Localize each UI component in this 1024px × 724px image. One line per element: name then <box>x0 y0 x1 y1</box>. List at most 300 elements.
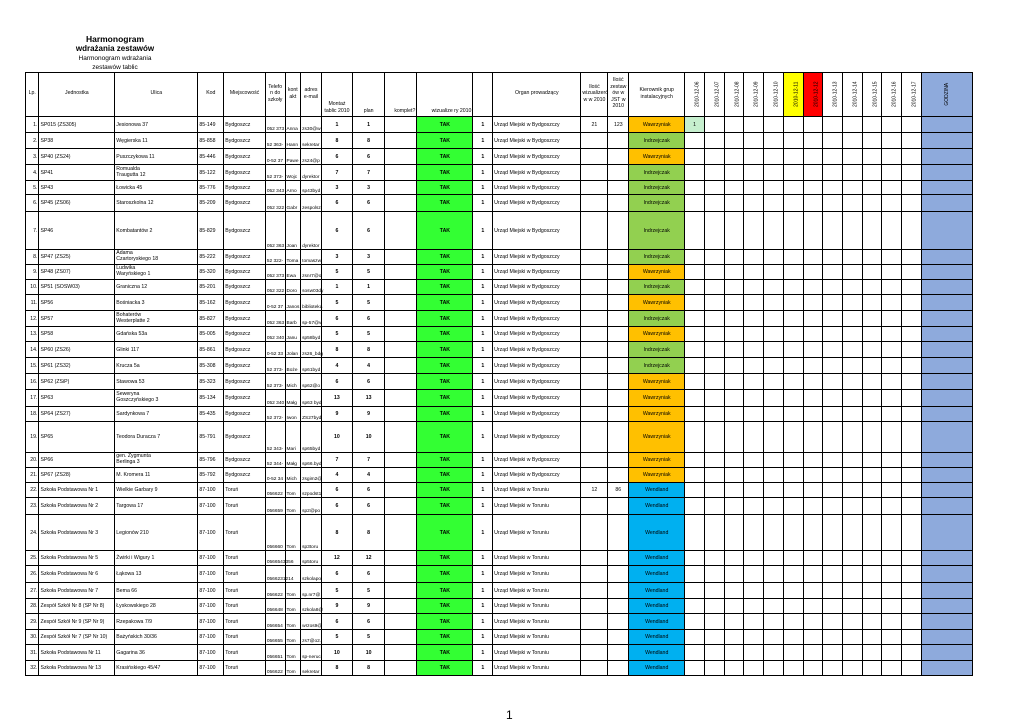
cell-telefon: 052 343 <box>265 181 285 195</box>
cell-date-6 <box>803 468 823 483</box>
cell-email: zs24@p <box>301 149 322 165</box>
table-row <box>26 583 973 599</box>
cell-godzina <box>921 390 972 407</box>
cell-email: sp5toru <box>301 551 322 566</box>
cell-date-9 <box>862 566 882 583</box>
cell-miejscowosc: Bydgoszcz <box>224 295 266 311</box>
cell-lp: 14. <box>26 342 39 358</box>
cell-organ: Urząd Miejski w Bydgoszczy <box>493 311 581 327</box>
cell-empty <box>385 250 417 265</box>
cell-date-2 <box>724 311 744 327</box>
cell-lp: 9. <box>26 265 39 280</box>
cell-lp: 30. <box>26 630 39 645</box>
cell-lp: 28. <box>26 599 39 614</box>
cell-kierownik: Indrzejczak <box>629 181 685 195</box>
cell-date-0 <box>685 645 705 661</box>
cell-jednostka: Szkoła Podstawowa Nr 11 <box>39 645 115 661</box>
cell-jednostka: SP45 (ZS06) <box>39 195 115 212</box>
cell-kod: 85-134 <box>198 390 224 407</box>
cell-komplet: TAK <box>417 165 473 181</box>
cell-ilosc-zest <box>608 551 629 566</box>
cell-kontakt: Toma <box>285 250 301 265</box>
cell-ulica: Seweryna Goszczyńskiego 3 <box>115 390 198 407</box>
cell-lp: 32. <box>26 661 39 676</box>
cell-montaz: 6 <box>321 212 352 250</box>
cell-kontakt: Mich <box>285 468 301 483</box>
cell-lp: 31. <box>26 645 39 661</box>
cell-date-2 <box>724 614 744 630</box>
cell-date-0 <box>685 342 705 358</box>
cell-date-2 <box>724 133 744 149</box>
cell-telefon: 52 373- <box>265 374 285 390</box>
cell-ulica: Łyskowskiego 28 <box>115 599 198 614</box>
cell-plan: 6 <box>353 498 385 515</box>
cell-ulica: Kombatantów 2 <box>115 212 198 250</box>
cell-godzina <box>921 630 972 645</box>
cell-ilosc-wiz <box>581 149 608 165</box>
cell-organ: Urząd Miejski w Bydgoszczy <box>493 342 581 358</box>
cell-jednostka: Szkoła Podstawowa Nr 2 <box>39 498 115 515</box>
cell-date-11 <box>902 149 922 165</box>
cell-godzina <box>921 265 972 280</box>
date-col-1: 2010-12-07 <box>704 73 724 117</box>
cell-kod: 85-776 <box>198 181 224 195</box>
table-row <box>26 551 973 566</box>
cell-date-1 <box>704 422 724 453</box>
cell-empty <box>385 181 417 195</box>
cell-kod: 85-446 <box>198 149 224 165</box>
cell-ilosc-zest <box>608 195 629 212</box>
cell-kontakt: Wojc <box>285 165 301 181</box>
cell-ulica: Legionów 210 <box>115 515 198 551</box>
cell-date-2 <box>724 280 744 295</box>
cell-organ: Urząd Miejski w Toruniu <box>493 483 581 498</box>
cell-lp: 17. <box>26 390 39 407</box>
cell-date-9 <box>862 311 882 327</box>
cell-email: ZS27byd <box>301 407 322 422</box>
cell-plan: 12 <box>353 551 385 566</box>
cell-organ: Urząd Miejski w Bydgoszczy <box>493 374 581 390</box>
cell-ilosc-zest <box>608 661 629 676</box>
cell-ulica: Romualda Traugutta 12 <box>115 165 198 181</box>
cell-telefon: 056655 <box>265 630 285 645</box>
cell-plan: 5 <box>353 583 385 599</box>
cell-date-8 <box>842 498 862 515</box>
cell-miejscowosc: Bydgoszcz <box>224 342 266 358</box>
cell-miejscowosc: Toruń <box>224 515 266 551</box>
cell-telefon: 052 373 <box>265 117 285 133</box>
cell-ulica: Staroszkolna 12 <box>115 195 198 212</box>
cell-date-10 <box>882 295 902 311</box>
cell-date-5 <box>783 165 803 181</box>
cell-date-3 <box>744 407 764 422</box>
cell-jednostka: Szkoła Podstawowa Nr 6 <box>39 566 115 583</box>
cell-date-3 <box>744 311 764 327</box>
cell-ulica: Wielkie Garbary 9 <box>115 483 198 498</box>
cell-godzina <box>921 311 972 327</box>
cell-jednostka: SP57 <box>39 311 115 327</box>
cell-empty <box>385 453 417 468</box>
cell-lp: 2. <box>26 133 39 149</box>
cell-date-2 <box>724 265 744 280</box>
cell-email: zs7@o2. <box>301 630 322 645</box>
cell-komplet: TAK <box>417 630 473 645</box>
cell-date-7 <box>823 342 843 358</box>
cell-organ: Urząd Miejski w Toruniu <box>493 661 581 676</box>
cell-komplet: TAK <box>417 133 473 149</box>
cell-ilosc-wiz <box>581 295 608 311</box>
cell-date-11 <box>902 133 922 149</box>
cell-date-4 <box>764 468 784 483</box>
cell-email: szkolapo <box>301 566 322 583</box>
cell-date-11 <box>902 422 922 453</box>
cell-ilosc-zest <box>608 630 629 645</box>
cell-date-9 <box>862 280 882 295</box>
table-row <box>26 374 973 390</box>
cell-kod: 87-100 <box>198 614 224 630</box>
cell-ilosc-zest <box>608 407 629 422</box>
cell-lp: 22. <box>26 483 39 498</box>
cell-komplet: TAK <box>417 342 473 358</box>
cell-kontakt: Iwon <box>285 407 301 422</box>
table-row <box>26 327 973 342</box>
cell-date-2 <box>724 342 744 358</box>
cell-godzina <box>921 583 972 599</box>
table-row <box>26 295 973 311</box>
cell-ulica: Krasińskiego 45/47 <box>115 661 198 676</box>
cell-date-8 <box>842 453 862 468</box>
cell-montaz: 8 <box>321 661 352 676</box>
cell-kierownik: Wawrzyniak <box>629 390 685 407</box>
cell-date-10 <box>882 250 902 265</box>
cell-jednostka: SP61 (ZS32) <box>39 358 115 374</box>
cell-kierownik: Wawrzyniak <box>629 149 685 165</box>
cell-lp: 6. <box>26 195 39 212</box>
cell-empty <box>385 645 417 661</box>
cell-wizualizacja: 1 <box>473 614 493 630</box>
cell-date-0 <box>685 407 705 422</box>
cell-date-8 <box>842 390 862 407</box>
cell-komplet: TAK <box>417 645 473 661</box>
cell-komplet: TAK <box>417 181 473 195</box>
cell-plan: 8 <box>353 515 385 551</box>
cell-godzina <box>921 117 972 133</box>
cell-plan: 5 <box>353 327 385 342</box>
cell-date-11 <box>902 453 922 468</box>
cell-kod: 87-100 <box>198 566 224 583</box>
cell-date-11 <box>902 195 922 212</box>
cell-ilosc-wiz <box>581 265 608 280</box>
cell-miejscowosc: Toruń <box>224 551 266 566</box>
cell-email: zespolsz <box>301 195 322 212</box>
cell-date-3 <box>744 250 764 265</box>
cell-telefon: 0-52 34 <box>265 468 285 483</box>
cell-date-5 <box>783 342 803 358</box>
cell-komplet: TAK <box>417 515 473 551</box>
cell-plan: 6 <box>353 374 385 390</box>
date-col-4: 2010-12-10 <box>764 73 784 117</box>
cell-lp: 21. <box>26 468 39 483</box>
cell-date-7 <box>823 453 843 468</box>
cell-date-0 <box>685 453 705 468</box>
cell-miejscowosc: Bydgoszcz <box>224 422 266 453</box>
cell-date-4 <box>764 250 784 265</box>
cell-email: sp-neruc <box>301 645 322 661</box>
cell-date-6 <box>803 453 823 468</box>
title-line3: Harmonogram wdrażania <box>78 55 152 62</box>
cell-komplet: TAK <box>417 422 473 453</box>
cell-lp: 16. <box>26 374 39 390</box>
date-col-0: 2010-12-06 <box>685 73 705 117</box>
cell-ilosc-wiz <box>581 515 608 551</box>
cell-date-5 <box>783 453 803 468</box>
cell-date-9 <box>862 551 882 566</box>
cell-wizualizacja: 1 <box>473 422 493 453</box>
cell-date-5 <box>783 149 803 165</box>
cell-plan: 5 <box>353 630 385 645</box>
cell-plan: 10 <box>353 645 385 661</box>
cell-ilosc-zest <box>608 165 629 181</box>
cell-email: szpodst1 <box>301 483 322 498</box>
cell-godzina <box>921 195 972 212</box>
cell-jednostka: SP41 <box>39 165 115 181</box>
cell-kod: 85-201 <box>198 280 224 295</box>
cell-date-9 <box>862 645 882 661</box>
cell-miejscowosc: Bydgoszcz <box>224 195 266 212</box>
cell-date-11 <box>902 583 922 599</box>
cell-date-6 <box>803 551 823 566</box>
cell-ilosc-zest <box>608 280 629 295</box>
table-row <box>26 311 973 327</box>
cell-komplet: TAK <box>417 453 473 468</box>
cell-kod: 85-005 <box>198 327 224 342</box>
cell-miejscowosc: Bydgoszcz <box>224 358 266 374</box>
date-col-7: 2010-12-13 <box>823 73 843 117</box>
cell-empty <box>385 265 417 280</box>
cell-date-4 <box>764 133 784 149</box>
cell-date-7 <box>823 265 843 280</box>
cell-godzina <box>921 599 972 614</box>
cell-wizualizacja: 1 <box>473 311 493 327</box>
cell-email: sp43byd <box>301 181 322 195</box>
cell-empty <box>385 295 417 311</box>
cell-date-6 <box>803 515 823 551</box>
cell-date-8 <box>842 265 862 280</box>
cell-montaz: 1 <box>321 280 352 295</box>
cell-date-10 <box>882 212 902 250</box>
cell-godzina <box>921 374 972 390</box>
cell-date-6 <box>803 280 823 295</box>
cell-kod: 85-792 <box>198 468 224 483</box>
cell-telefon: 056659 <box>265 498 285 515</box>
cell-telefon: 52 363- <box>265 133 285 149</box>
cell-jednostka: Zespół Szkół Nr 9 (SP Nr 9) <box>39 614 115 630</box>
cell-date-4 <box>764 645 784 661</box>
cell-date-5 <box>783 483 803 498</box>
cell-kod: 85-323 <box>198 374 224 390</box>
cell-organ: Urząd Miejski w Bydgoszczy <box>493 327 581 342</box>
cell-date-10 <box>882 280 902 295</box>
cell-date-2 <box>724 165 744 181</box>
cell-date-9 <box>862 117 882 133</box>
cell-organ: Urząd Miejski w Bydgoszczy <box>493 117 581 133</box>
cell-date-4 <box>764 551 784 566</box>
cell-date-9 <box>862 583 882 599</box>
cell-date-6 <box>803 311 823 327</box>
cell-organ: Urząd Miejski w Bydgoszczy <box>493 181 581 195</box>
cell-komplet: TAK <box>417 566 473 583</box>
cell-date-2 <box>724 599 744 614</box>
cell-date-8 <box>842 583 862 599</box>
cell-date-10 <box>882 181 902 195</box>
cell-organ: Urząd Miejski w Bydgoszczy <box>493 422 581 453</box>
cell-ilosc-zest <box>608 468 629 483</box>
cell-date-1 <box>704 149 724 165</box>
cell-organ: Urząd Miejski w Bydgoszczy <box>493 407 581 422</box>
cell-date-2 <box>724 117 744 133</box>
cell-kontakt: Hann <box>285 133 301 149</box>
cell-montaz: 1 <box>321 117 352 133</box>
cell-date-3 <box>744 181 764 195</box>
cell-ulica: Krucza 5a <box>115 358 198 374</box>
cell-montaz: 5 <box>321 630 352 645</box>
cell-date-4 <box>764 342 784 358</box>
cell-ulica: Bażyńskich 30/36 <box>115 630 198 645</box>
cell-miejscowosc: Bydgoszcz <box>224 390 266 407</box>
cell-email: zs30@w <box>301 117 322 133</box>
cell-kontakt: Tom <box>285 515 301 551</box>
cell-date-0 <box>685 566 705 583</box>
cell-wizualizacja: 1 <box>473 661 493 676</box>
cell-montaz: 9 <box>321 599 352 614</box>
cell-ulica: M. Kromera 11 <box>115 468 198 483</box>
cell-date-6 <box>803 212 823 250</box>
cell-date-11 <box>902 165 922 181</box>
cell-kontakt: Janu <box>285 327 301 342</box>
cell-kontakt: Joan <box>285 212 301 250</box>
cell-montaz: 8 <box>321 133 352 149</box>
cell-godzina <box>921 566 972 583</box>
cell-jednostka: SP67 (ZS28) <box>39 468 115 483</box>
cell-date-11 <box>902 551 922 566</box>
cell-telefon: 052 340 <box>265 327 285 342</box>
cell-jednostka: SP66 <box>39 453 115 468</box>
cell-kod: 87-100 <box>198 583 224 599</box>
cell-date-1 <box>704 374 724 390</box>
cell-plan: 9 <box>353 599 385 614</box>
cell-date-7 <box>823 483 843 498</box>
cell-date-0 <box>685 515 705 551</box>
cell-date-5 <box>783 583 803 599</box>
header-kierownik: Kierownik grup instalacyjnych <box>629 73 685 117</box>
cell-wizualizacja: 1 <box>473 390 493 407</box>
cell-kierownik: Wendland <box>629 515 685 551</box>
cell-date-1 <box>704 614 724 630</box>
cell-montaz: 8 <box>321 342 352 358</box>
cell-lp: 10. <box>26 280 39 295</box>
cell-wizualizacja: 1 <box>473 265 493 280</box>
cell-date-3 <box>744 165 764 181</box>
cell-date-11 <box>902 265 922 280</box>
cell-wizualizacja: 1 <box>473 342 493 358</box>
cell-ilosc-zest <box>608 453 629 468</box>
cell-date-9 <box>862 422 882 453</box>
cell-organ: Urząd Miejski w Bydgoszczy <box>493 280 581 295</box>
cell-organ: Urząd Miejski w Toruniu <box>493 498 581 515</box>
cell-miejscowosc: Bydgoszcz <box>224 311 266 327</box>
cell-kierownik: Wawrzyniak <box>629 453 685 468</box>
cell-lp: 20. <box>26 453 39 468</box>
cell-date-3 <box>744 327 764 342</box>
table-row <box>26 468 973 483</box>
cell-date-2 <box>724 407 744 422</box>
cell-telefon: 056660 <box>265 515 285 551</box>
cell-godzina <box>921 133 972 149</box>
table-row <box>26 390 973 407</box>
cell-jednostka: SP65 <box>39 422 115 453</box>
cell-ilosc-zest <box>608 342 629 358</box>
cell-ilosc-wiz <box>581 374 608 390</box>
cell-organ: Urząd Miejski w Toruniu <box>493 566 581 583</box>
cell-kod: 87-100 <box>198 645 224 661</box>
cell-date-0 <box>685 599 705 614</box>
cell-date-2 <box>724 390 744 407</box>
cell-date-10 <box>882 390 902 407</box>
page-number: 1 <box>506 708 513 722</box>
cell-ilosc-wiz <box>581 280 608 295</box>
cell-date-6 <box>803 295 823 311</box>
cell-empty <box>385 212 417 250</box>
cell-date-1 <box>704 407 724 422</box>
cell-plan: 8 <box>353 133 385 149</box>
cell-miejscowosc: Toruń <box>224 630 266 645</box>
cell-miejscowosc: Toruń <box>224 583 266 599</box>
cell-date-5 <box>783 599 803 614</box>
cell-date-2 <box>724 149 744 165</box>
table-row <box>26 515 973 551</box>
cell-kierownik: Wendland <box>629 551 685 566</box>
cell-date-8 <box>842 566 862 583</box>
cell-telefon: 056622 <box>265 583 285 599</box>
cell-ilosc-wiz <box>581 422 608 453</box>
cell-wizualizacja: 1 <box>473 583 493 599</box>
cell-jednostka: SP48 (ZS07) <box>39 265 115 280</box>
cell-date-5 <box>783 311 803 327</box>
cell-date-11 <box>902 342 922 358</box>
cell-lp: 26. <box>26 566 39 583</box>
cell-date-0: 1 <box>685 117 705 133</box>
cell-jednostka: Zespół Szkół Nr 8 (SP Nr 8) <box>39 599 115 614</box>
cell-kod: 87-100 <box>198 515 224 551</box>
date-col-11: 2010-12-17 <box>902 73 922 117</box>
cell-kontakt: Mich <box>285 374 301 390</box>
cell-montaz: 10 <box>321 645 352 661</box>
cell-ilosc-zest <box>608 295 629 311</box>
cell-ulica: Bohaterów Westerplatte 2 <box>115 311 198 327</box>
cell-lp: 18. <box>26 407 39 422</box>
cell-date-9 <box>862 468 882 483</box>
cell-date-0 <box>685 422 705 453</box>
cell-email: sekretar <box>301 661 322 676</box>
cell-email: sp62@o <box>301 374 322 390</box>
cell-ilosc-zest <box>608 515 629 551</box>
cell-date-11 <box>902 566 922 583</box>
cell-telefon: 056622 <box>265 661 285 676</box>
cell-ilosc-wiz <box>581 195 608 212</box>
cell-empty <box>385 630 417 645</box>
date-col-2: 2010-12-08 <box>724 73 744 117</box>
cell-kierownik: Indrzejczak <box>629 342 685 358</box>
